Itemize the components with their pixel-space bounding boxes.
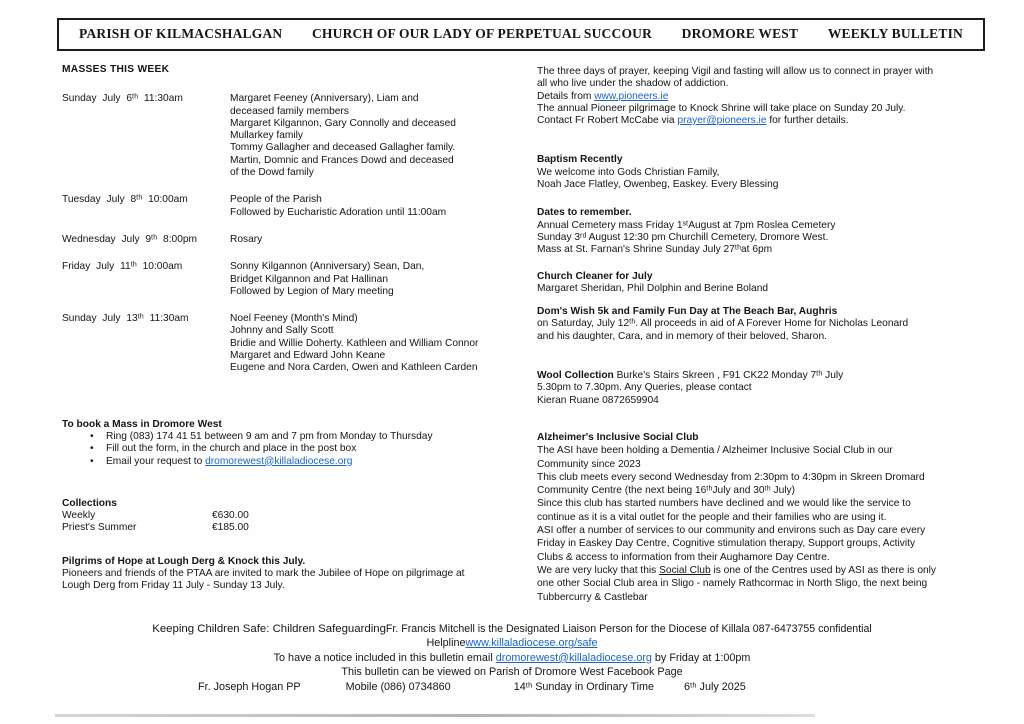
collection-amount: €630.00 (212, 510, 249, 522)
asi-text-line: Since this club has started numbers have declined and we would like the service to (537, 498, 911, 510)
masses-this-week-title: MASSES THIS WEEK (62, 64, 170, 75)
pioneer-contact-prefix: Contact Fr Robert McCabe via (537, 115, 678, 127)
collections-title: Collections (62, 497, 117, 509)
mass-entry-tuesday-july-8 (62, 194, 524, 219)
scan-artifact-line (55, 714, 815, 717)
pilgrims-title: Pilgrims of Hope at Lough Derg & Knock this July. (62, 555, 306, 567)
priest-name: Fr. Joseph Hogan PP (198, 680, 301, 693)
mass-intentions (230, 194, 524, 219)
book-mass-bullet-email (62, 456, 524, 468)
mass-datetime: Tuesday July 8ᵗʰ 10:00am (62, 194, 188, 206)
dates-text-line: Mass at St. Farnan's Shrine Sunday July 27ᵗʰat 6pm (537, 244, 773, 256)
baptism-text-line: We welcome into Gods Christian Family, (537, 166, 720, 178)
mass-intention-line: Rosary (230, 233, 263, 245)
cleaner-title: Church Cleaner for July (537, 270, 653, 282)
helpline-label: Helpline (426, 637, 466, 650)
bulletin-header-banner (57, 18, 985, 51)
mass-intentions (230, 313, 524, 374)
wool-title-line (537, 370, 1009, 382)
safeguarding-helpline-link[interactable]: www.killaladiocese.org/safe (465, 637, 598, 650)
mass-datetime: Wednesday July 9ᵗʰ 8:00pm (62, 233, 198, 245)
section-collections (62, 498, 524, 535)
section-alzheimers-social-club (537, 432, 1009, 604)
collections-row-weekly (62, 510, 524, 522)
wool-title-rest: Burke's Stairs Skreen , F91 CK22 Monday 7ᵗʰ July (613, 370, 844, 382)
asi-text-line: Friday in Easkey Day Centre, Cognitive stimulation therapy, Support groups, Activity (537, 538, 916, 550)
pilgrims-text-line: Pioneers and friends of the PTAA are invited to mark the Jubilee of Hope on pilgrimage at (62, 568, 465, 580)
book-mass-bullet-form (62, 443, 524, 455)
mass-intention-line: deceased family members (230, 105, 349, 117)
pioneers-website-link[interactable]: www.pioneers.ie (594, 90, 669, 102)
mass-datetime: Sunday July 6ᵗʰ 11:30am (62, 93, 183, 105)
section-church-cleaner (537, 271, 1009, 296)
cleaner-names-line: Margaret Sheridan, Phil Dolphin and Berine Boland (537, 282, 769, 294)
asi-text-line: Community since 2023 (537, 458, 641, 470)
mass-intention-line: Bridget Kilgannon and Pat Hallinan (230, 273, 389, 285)
mass-entry-sunday-july-6 (62, 93, 524, 179)
pioneer-contact-suffix: for further details. (766, 115, 849, 127)
mass-intention-line: Margaret Feeney (Anniversary), Liam and (230, 93, 419, 105)
collections-row-priests-summer (62, 522, 524, 534)
left-column (62, 64, 524, 593)
bulletin-footer (0, 622, 1024, 694)
asi-title: Alzheimer's Inclusive Social Club (537, 431, 699, 443)
mass-intention-line: Sonny Kilgannon (Anniversary) Sean, Dan, (230, 261, 425, 273)
header-bulletin-label: WEEKLY BULLETIN (827, 26, 963, 42)
section-book-a-mass (62, 419, 524, 468)
wool-text-line: 5.30pm to 7.30pm. Any Queries, please contact (537, 382, 752, 394)
doms-wish-title: Dom's Wish 5k and Family Fun Day at The Beach Bar, Aughris (537, 306, 838, 318)
safeguarding-details: Fr. Francis Mitchell is the Designated Liaison Person for the Diocese of Killala 087-6473755 confidential (385, 623, 872, 635)
asi-lucky-prefix: We are very lucky that this (537, 564, 660, 576)
asi-text-line: This club meets every second Wednesday from 2:30pm to 4:30pm in Skreen Dromard (537, 471, 925, 483)
mass-intention-line: Mullarkey family (230, 130, 304, 142)
notice-suffix: by Friday at 1:00pm (651, 651, 751, 664)
dates-text-line: Sunday 3ʳᵈ August 12:30 pm Churchill Cemetery, Dromore West. (537, 231, 829, 243)
pilgrims-text-line: Lough Derg from Friday 11 July - Sunday 13 July. (62, 580, 285, 592)
pioneer-text-line: The annual Pioneer pilgrimage to Knock Shrine will take place on Sunday 20 July. (537, 102, 906, 114)
facebook-line: This bulletin can be viewed on Parish of Dromore West Facebook Page (341, 666, 683, 679)
notice-prefix: To have a notice included in this bulletin email (273, 651, 496, 664)
section-pioneer-prayer (537, 66, 1009, 127)
mass-datetime: Sunday July 13ᵗʰ 11:30am (62, 313, 189, 325)
mass-intentions (230, 261, 524, 298)
collection-amount: €185.00 (212, 522, 249, 534)
asi-lucky-line (537, 564, 1009, 577)
mass-datetime: Friday July 11ᵗʰ 10:00am (62, 261, 183, 273)
collection-label: Weekly (62, 510, 96, 522)
safeguarding-line (0, 622, 1024, 636)
section-dates-to-remember (537, 207, 1009, 256)
book-mass-title: To book a Mass in Dromore West (62, 418, 222, 430)
header-location: DROMORE WEST (681, 26, 799, 42)
asi-text-line: The ASI have been holding a Dementia / Alzheimer Inclusive Social Club in our (537, 445, 893, 457)
doms-wish-text-line: on Saturday, July 12ᵗʰ. All proceeds in aid of A Forever Home for Nicholas Leonard (537, 318, 909, 330)
email-link-dromorewest[interactable]: dromorewest@killaladiocese.org (205, 455, 353, 467)
pioneer-contact-line (537, 115, 1009, 127)
notice-submission-line (0, 651, 1024, 665)
mass-intention-line: Noel Feeney (Month's Mind) (230, 313, 358, 325)
pioneer-text-line: all who live under the shadow of addiction. (537, 78, 729, 90)
mass-intention-line: Eugene and Nora Carden, Owen and Kathleen Carden (230, 362, 478, 374)
section-wool-collection (537, 370, 1009, 407)
doms-wish-text-line: and his daughter, Cara, and in memory of their beloved, Sharon. (537, 330, 827, 342)
prayer-email-link[interactable]: prayer@pioneers.ie (677, 115, 767, 127)
baptism-text-line: Noah Jace Flatley, Owenbeg, Easkey. Every Blessing (537, 179, 779, 191)
mass-entry-friday-july-11 (62, 261, 524, 298)
section-baptism (537, 154, 1009, 191)
bullet-text-prefix: Email your request to (106, 455, 206, 467)
asi-lucky-suffix: is one of the Centres used by ASI as there is only (710, 564, 937, 576)
liturgical-sunday: 14ᵗʰ Sunday in Ordinary Time (513, 680, 655, 693)
bullet-dot-icon: • (90, 443, 94, 455)
mass-intention-line: of the Dowd family (230, 167, 314, 179)
mass-intention-line: Margaret and Edward John Keane (230, 350, 386, 362)
mass-intention-line: Johnny and Sally Scott (230, 325, 334, 337)
pioneer-details-prefix: Details from (537, 90, 595, 102)
dates-title: Dates to remember. (537, 207, 632, 219)
asi-text-line: Community Centre (the next being 16ᵗʰJuly and 30ᵗʰ July) (537, 485, 796, 497)
bullet-text: Ring (083) 174 41 51 between 9 am and 7 pm from Monday to Thursday (106, 430, 433, 442)
pioneer-text-line: The three days of prayer, keeping Vigil and fasting will allow us to connect in prayer with (537, 66, 934, 77)
mass-intention-line: Followed by Legion of Mary meeting (230, 285, 394, 297)
mass-intention-line: Bridie and Willie Doherty. Kathleen and William Connor (230, 337, 479, 349)
bullet-dot-icon: • (90, 455, 94, 467)
section-pilgrims-of-hope (62, 556, 524, 593)
bulletin-date: 6ᵗʰ July 2025 (684, 680, 746, 693)
bullet-text: Fill out the form, in the church and place in the post box (106, 443, 357, 455)
asi-text-line: Tubbercurry & Castlebar (537, 591, 648, 603)
right-column (537, 66, 1009, 604)
mass-intention-line: Followed by Eucharistic Adoration until 11:00am (230, 206, 447, 218)
mass-entry-sunday-july-13 (62, 313, 524, 374)
safeguarding-heading: Keeping Children Safe: Children Safeguarding (152, 623, 386, 635)
bulletin-email-link[interactable]: dromorewest@killaladiocese.org (495, 651, 652, 664)
bullet-text (106, 456, 352, 468)
priest-info-row (0, 680, 1024, 694)
baptism-title: Baptism Recently (537, 154, 623, 166)
priest-mobile: Mobile (086) 0734860 (345, 680, 451, 693)
wool-text-line: Kieran Ruane 0872659904 (537, 394, 659, 406)
header-parish-name: PARISH OF KILMACSHALGAN (79, 26, 283, 42)
asi-text-line: one other Social Club area in Sligo - namely Rathcormac in North Sligo, the next being (537, 578, 928, 590)
mass-intention-line: Tommy Gallagher and deceased Gallagher family. (230, 142, 456, 154)
wool-title-bold: Wool Collection (537, 370, 614, 382)
mass-intention-line: Margaret Kilgannon, Gary Connolly and deceased (230, 117, 456, 129)
collection-label: Priest's Summer (62, 522, 137, 534)
book-mass-bullet-ring (62, 431, 524, 443)
dates-text-line: Annual Cemetery mass Friday 1ˢᵗAugust at 7pm Roslea Cemetery (537, 219, 836, 231)
asi-social-club-underlined: Social Club (659, 564, 711, 576)
header-church-name: CHURCH OF OUR LADY OF PERPETUAL SUCCOUR (311, 26, 653, 42)
asi-text-line: ASI offer a number of services to our community and environs such as Day care every (537, 525, 926, 537)
mass-intention-line: Martin, Domnic and Frances Dowd and deceased (230, 154, 454, 166)
bullet-dot-icon: • (90, 430, 94, 442)
mass-intention-line: People of the Parish (230, 194, 322, 206)
mass-intentions (230, 93, 524, 179)
mass-entry-wednesday-july-9 (62, 234, 524, 246)
asi-text-line: Clubs & access to information from their Aughamore Day Centre. (537, 551, 830, 563)
asi-text-line: continue as it is a vital outlet for the people and their families who are using it. (537, 511, 887, 523)
mass-intentions (230, 234, 524, 246)
pioneer-details-line (537, 91, 1009, 103)
helpline-line (0, 636, 1024, 650)
section-doms-wish (537, 306, 1009, 343)
